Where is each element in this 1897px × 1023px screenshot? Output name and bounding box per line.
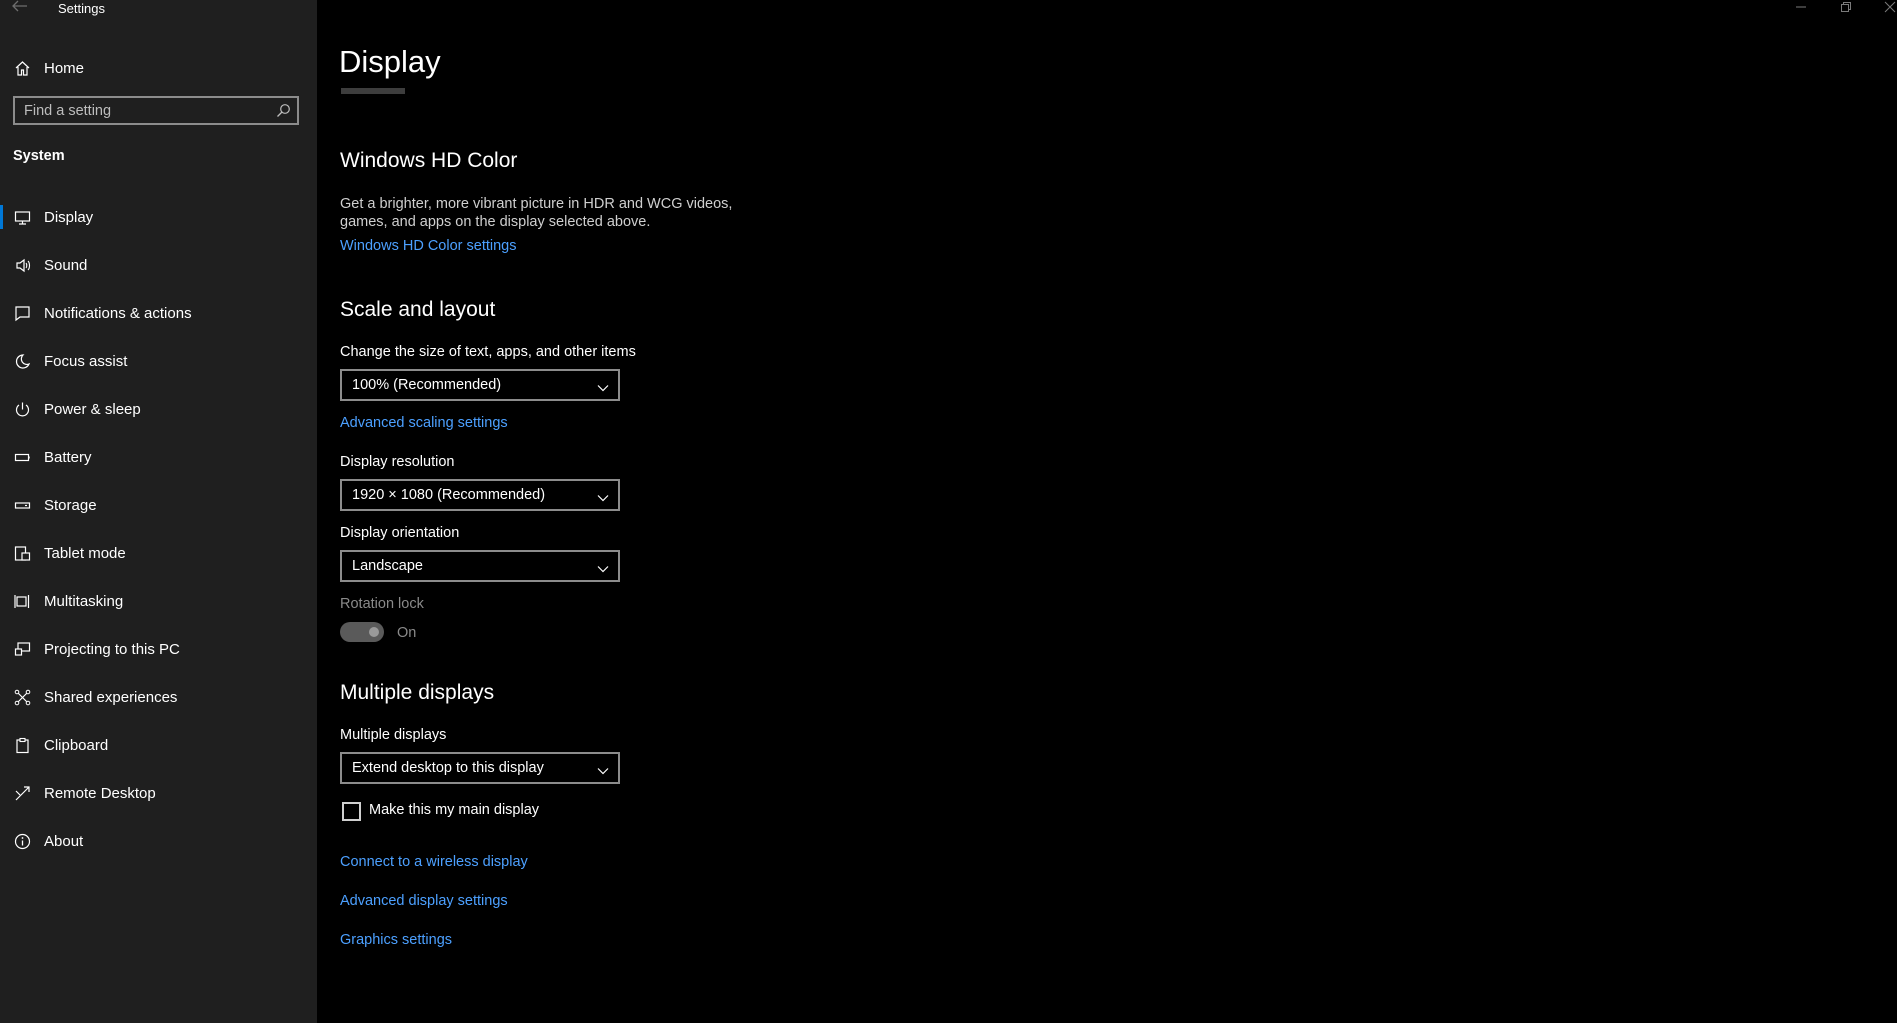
chevron-down-icon: [597, 380, 609, 390]
sidebar-item-label: Multitasking: [44, 592, 124, 610]
remote-desktop-icon: [13, 784, 31, 802]
sidebar-item-power-sleep[interactable]: [0, 389, 317, 429]
sidebar-item-battery[interactable]: [0, 437, 317, 477]
sidebar-item-label: Storage: [44, 496, 97, 514]
sidebar-item-projecting[interactable]: [0, 629, 317, 669]
sidebar-item-label: Focus assist: [44, 352, 128, 370]
chevron-down-icon: [597, 490, 609, 500]
sidebar-item-label: About: [44, 832, 84, 850]
sidebar-item-tablet-mode[interactable]: [0, 533, 317, 573]
sidebar-item-label: Display: [44, 208, 94, 226]
sidebar-item-focus-assist[interactable]: [0, 341, 317, 381]
hd-color-heading: Windows HD Color: [340, 149, 518, 172]
multiple-displays-heading: Multiple displays: [340, 681, 495, 704]
toggle-knob: [369, 627, 379, 637]
hd-color-settings-link[interactable]: Windows HD Color settings: [340, 238, 517, 254]
orientation-dropdown[interactable]: [340, 550, 620, 582]
search-icon[interactable]: [276, 103, 291, 118]
sidebar-item-shared-experiences[interactable]: [0, 677, 317, 717]
sidebar-item-label: Shared experiences: [44, 688, 178, 706]
sidebar-item-remote-desktop[interactable]: [0, 773, 317, 813]
sidebar: [0, 0, 317, 1023]
multiple-displays-label: Multiple displays: [340, 727, 447, 743]
resolution-label: Display resolution: [340, 454, 455, 470]
tablet-mode-icon: [13, 544, 31, 562]
power-icon: [13, 400, 31, 418]
sidebar-item-label: Projecting to this PC: [44, 640, 180, 658]
sidebar-item-label: Tablet mode: [44, 544, 126, 562]
main-display-checkbox-label[interactable]: Make this my main display: [369, 802, 540, 818]
sidebar-item-storage[interactable]: [0, 485, 317, 525]
home-nav-item[interactable]: [0, 52, 317, 84]
notification-icon: [13, 304, 31, 322]
advanced-scaling-link[interactable]: Advanced scaling settings: [340, 415, 508, 431]
advanced-display-settings-link[interactable]: Advanced display settings: [340, 893, 508, 909]
shared-experiences-icon: [13, 688, 31, 706]
resolution-value: 1920 × 1080 (Recommended): [352, 487, 546, 503]
search-box[interactable]: [13, 96, 299, 125]
title-underline: [341, 88, 405, 94]
scale-layout-heading: Scale and layout: [340, 298, 496, 321]
page-title: Display: [339, 44, 441, 79]
sidebar-item-label: Clipboard: [44, 736, 109, 754]
sidebar-item-label: Battery: [44, 448, 92, 466]
sidebar-item-multitasking[interactable]: [0, 581, 317, 621]
rotation-lock-state: On: [397, 625, 417, 641]
sidebar-item-label: Power & sleep: [44, 400, 141, 418]
orientation-label: Display orientation: [340, 525, 460, 541]
scale-value: 100% (Recommended): [352, 377, 502, 393]
multiple-displays-value: Extend desktop to this display: [352, 760, 544, 776]
battery-icon: [13, 448, 31, 466]
sidebar-item-about[interactable]: [0, 821, 317, 861]
projecting-icon: [13, 640, 31, 658]
sidebar-item-label: Remote Desktop: [44, 784, 156, 802]
sidebar-item-sound[interactable]: [0, 245, 317, 285]
orientation-value: Landscape: [352, 558, 423, 574]
monitor-icon: [13, 208, 31, 226]
multiple-displays-dropdown[interactable]: [340, 752, 620, 784]
resolution-dropdown[interactable]: [340, 479, 620, 511]
graphics-settings-link[interactable]: Graphics settings: [340, 932, 453, 948]
rotation-lock-label: Rotation lock: [340, 596, 424, 612]
home-label: Home: [44, 59, 85, 77]
info-icon: [13, 832, 31, 850]
home-icon: [13, 59, 31, 77]
search-input[interactable]: [15, 98, 274, 123]
main-content: [317, 0, 1897, 1023]
rotation-lock-toggle[interactable]: [340, 622, 384, 642]
hd-color-description: Get a brighter, more vibrant picture in HDR and WCG videos, games, and apps on the display selected above.: [340, 196, 733, 230]
chevron-down-icon: [597, 763, 609, 773]
main-display-checkbox[interactable]: [342, 802, 361, 821]
multitasking-icon: [13, 592, 31, 610]
app-title: Settings: [58, 1, 105, 16]
back-arrow-icon[interactable]: [12, 0, 32, 16]
chevron-down-icon: [597, 561, 609, 571]
scale-label: Change the size of text, apps, and other items: [340, 344, 636, 360]
speaker-icon: [13, 256, 31, 274]
sidebar-item-display[interactable]: [0, 197, 317, 237]
storage-icon: [13, 496, 31, 514]
scale-dropdown[interactable]: [340, 369, 620, 401]
wireless-display-link[interactable]: Connect to a wireless display: [340, 854, 528, 870]
clipboard-icon: [13, 736, 31, 754]
sidebar-item-label: Notifications & actions: [44, 304, 192, 322]
section-title: System: [13, 148, 65, 164]
sidebar-item-label: Sound: [44, 256, 88, 274]
sidebar-item-clipboard[interactable]: [0, 725, 317, 765]
sidebar-item-notifications[interactable]: [0, 293, 317, 333]
moon-icon: [13, 352, 31, 370]
